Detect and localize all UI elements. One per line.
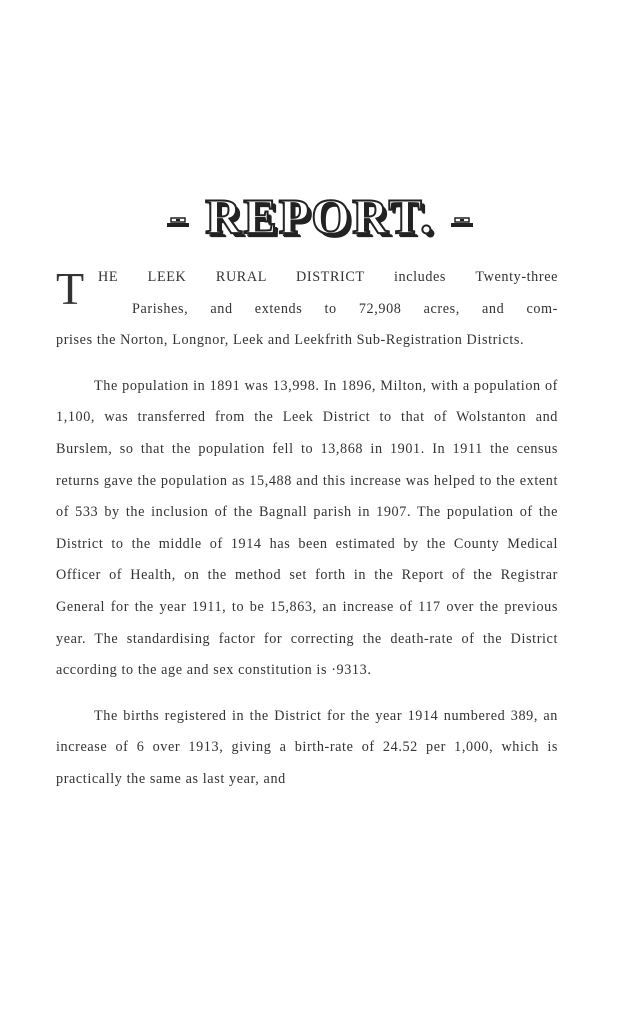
paragraph-population: The population in 1891 was 13,998. In 1896, Milton, with a population of 1,100, was transferred from the Leek District to that of Wolstanton and Burslem, so that the population fell to 13,868 in 1901. In 1911 the census returns gave the population as 15,488 and this increase was helped to the extent of 533 by the inclusion of the Bagnall parish in 1907. The population of the District to the middle of 1914 has been estimated by the County Medical Officer of Health, on the method set forth in the Report of the Registrar General for the year 1911, to be 15,863, an increase of 117 over the previous year. The standardising factor for correcting the death-rate of the District according to the age and sex constitution is ·9313.: [56, 377, 558, 679]
report-body: [56, 262, 558, 796]
intro-continuation: prises the Norton, Longnor, Leek and Leekfrith Sub-Registration Districts.: [56, 332, 525, 349]
intro-line-1: HE LEEK RURAL DISTRICT includes Twenty-three: [98, 269, 558, 285]
intro-line-2: Parishes, and extends to 72,908 acres, and com-: [132, 300, 558, 317]
paragraph-intro: [56, 262, 558, 325]
paragraph-gap: [56, 687, 558, 701]
drop-cap-letter: T: [56, 263, 85, 314]
report-heading: [0, 186, 640, 246]
paragraph-births: The births registered in the District for the year 1914 numbered 389, an increase of 6 over 1913, giving a birth-rate of 24.52 per 1,000, which is practically the same as last year, and: [56, 707, 558, 787]
right-ornament-icon: [451, 217, 473, 227]
paragraph-gap: [56, 357, 558, 371]
left-ornament-icon: [167, 217, 189, 227]
report-title: REPORT.: [205, 188, 435, 244]
